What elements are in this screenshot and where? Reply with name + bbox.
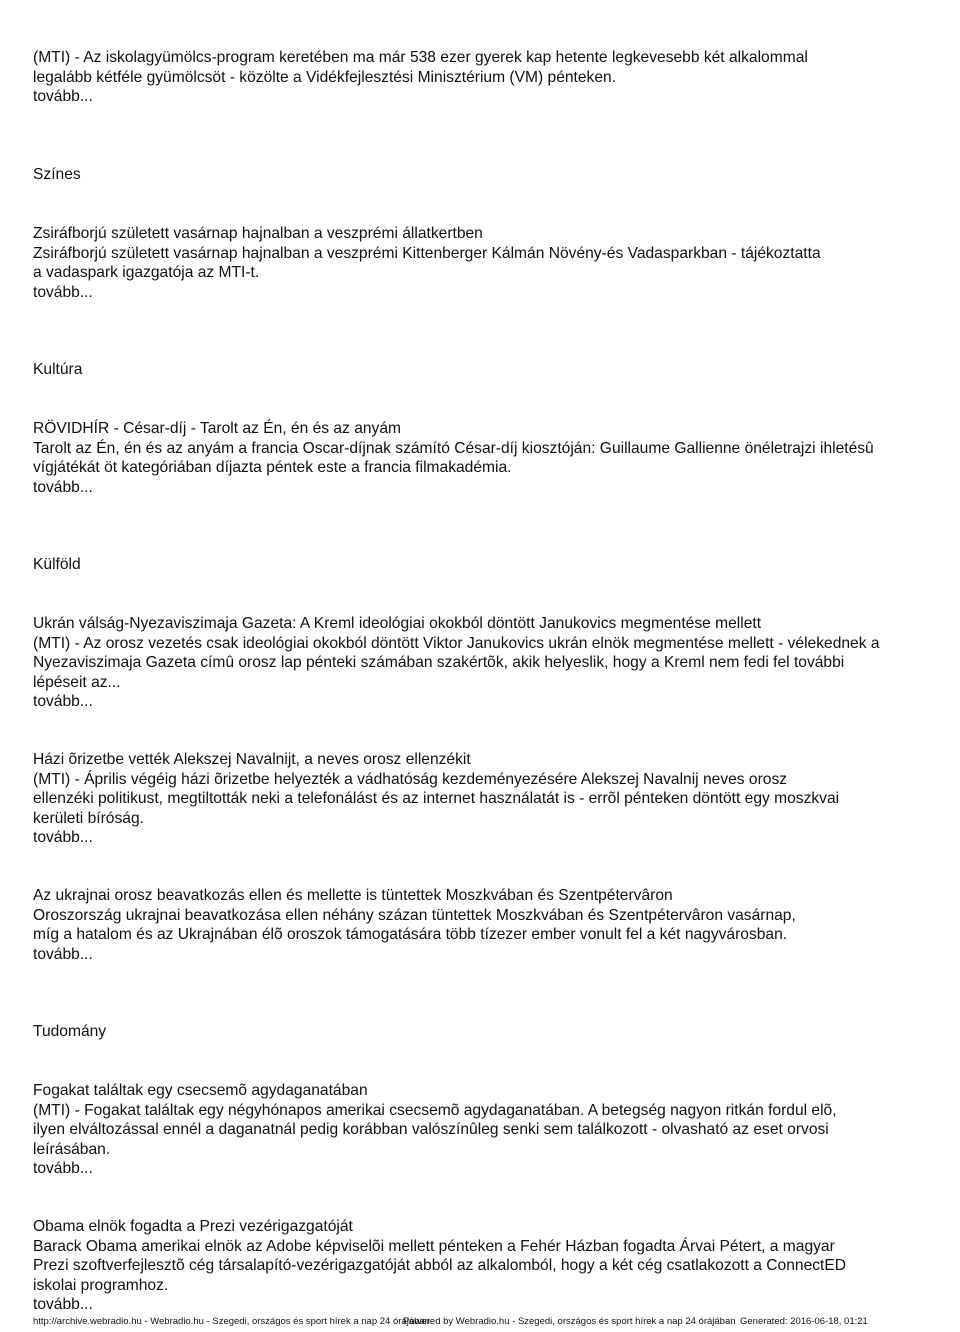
item-body-line: a vadaspark igazgatója az MTI-t.	[33, 264, 260, 281]
item-body-line: Tarolt az Én, én és az anyám a francia Oscar-díjnak számító César-díj kiosztóján: Guillaume Gallienne önéletrajzi ihletésû	[33, 439, 874, 457]
item-body-line: iskolai programhoz.	[33, 1276, 169, 1294]
item-body-line: legalább kétféle gyümölcsöt - közölte a Vidékfejlesztési Minisztérium (VM) pénteken.	[33, 68, 617, 86]
item-body-line: míg a hatalom és az Ukrajnában élõ oroszok támogatására több tízezer ember vonult fel a két nagyvárosban.	[33, 926, 788, 943]
item-body-line: vígjátékát öt kategóriában díjazta péntek este a francia filmakadémia.	[33, 459, 512, 476]
section-heading-kultura: Kultúra	[33, 361, 83, 378]
more-link[interactable]: tovább...	[33, 1296, 93, 1313]
more-link[interactable]: tovább...	[33, 693, 93, 710]
more-link[interactable]: tovább...	[33, 478, 93, 496]
item-body-line: (MTI) - Fogakat találtak egy négyhónapos amerikai csecsemõ agydaganatában. A betegség nagyon ritkán fordul elõ,	[33, 1101, 837, 1119]
section-heading-kulfold: Külföld	[33, 556, 81, 573]
footer-url: http://archive.webradio.hu - Webradio.hu - Szegedi, országos és sport hírek a nap 24 órájában	[33, 1316, 430, 1327]
item-title: Ukrán válság-Nyezaviszimaja Gazeta: A Kreml ideológiai okokból döntött Janukovics megmentése mellett	[33, 615, 762, 632]
item-body-line: Oroszország ukrajnai beavatkozása ellen néhány százan tüntettek Moszkvában és Szentpétervâron vasárnap,	[33, 906, 796, 924]
more-link[interactable]: tovább...	[33, 1160, 93, 1177]
more-link[interactable]: tovább...	[33, 945, 93, 963]
item-title: Obama elnök fogadta a Prezi vezérigazgatóját	[33, 1218, 353, 1235]
more-link[interactable]: tovább...	[33, 283, 93, 301]
item-body-line: Barack Obama amerikai elnök az Adobe képviselõi mellett pénteken a Fehér Házban fogadta Árvai Pétert, a magyar	[33, 1237, 835, 1255]
item-body-line: (MTI) - Az orosz vezetés csak ideológiai okokból döntött Viktor Janukovics ukrán elnök megmentése mellett - vélekednek a	[33, 634, 880, 652]
section-heading-szines: Színes	[33, 166, 81, 183]
item-body-line: (MTI) - Április végéig házi õrizetbe helyezték a vádhatóság kezdeményezésére Alekszej Navalnij neves orosz	[33, 770, 788, 788]
news-item-prezi	[33, 1217, 933, 1315]
item-body-line: leírásában.	[33, 1140, 111, 1158]
item-title: Zsiráfborjú született vasárnap hajnalban a veszprémi állatkertben	[33, 225, 483, 242]
news-item-tuntetes	[33, 886, 933, 964]
item-title: Fogakat találtak egy csecsemõ agydaganatában	[33, 1082, 368, 1099]
item-body-line: (MTI) - Az iskolagyümölcs-program keretében ma már 538 ezer gyerek kap hetente legkevesebb két alkalommal	[33, 49, 808, 66]
news-item-navalnij	[33, 750, 933, 848]
item-title: Házi õrizetbe vették Alekszej Navalnijt, a neves orosz ellenzékit	[33, 751, 471, 768]
item-body-line: ellenzéki politikust, megtiltották neki a telefonálást és az internet használatát is - errõl pénteken döntött egy moszkvai	[33, 790, 840, 807]
news-item-cesar-dij	[33, 419, 933, 497]
footer-powered: Powered by Webradio.hu - Szegedi, országos és sport hírek a nap 24 órájában	[403, 1316, 736, 1327]
section-heading-tudomany: Tudomány	[33, 1023, 107, 1040]
more-link[interactable]: tovább...	[33, 829, 93, 846]
item-body-line: kerületi bíróság.	[33, 809, 144, 827]
news-item-ukran-valsag	[33, 614, 933, 712]
footer-generated: Generated: 2016-06-18, 01:21	[740, 1316, 868, 1327]
item-body-line: Zsiráfborjú született vasárnap hajnalban a veszprémi Kittenberger Kálmán Növény-és Vadasparkban - tájékoztatta	[33, 244, 821, 262]
news-item-intro	[33, 48, 933, 107]
news-item-zsirafborju	[33, 224, 933, 302]
item-body-line: Prezi szoftverfejlesztõ cég társalapító-vezérigazgatóját abból az alkalomból, hogy a két cég csatlakozott a ConnectED	[33, 1257, 847, 1274]
item-body-line: ilyen elváltozással ennél a daganatnál pedig korábban valószínûleg senki sem találkozott - olvasható az eset orvosi	[33, 1121, 829, 1138]
more-link[interactable]: tovább...	[33, 88, 93, 105]
item-body-line: Nyezaviszimaja Gazeta címû orosz lap pénteki számában szakértõk, akik helyeslik, hogy a Kreml nem fedi fel további	[33, 654, 845, 671]
news-item-fogak	[33, 1081, 933, 1179]
item-body-line: lépéseit az...	[33, 673, 121, 691]
item-title: RÖVIDHÍR - César-díj - Tarolt az Én, én és az anyám	[33, 420, 402, 437]
item-title: Az ukrajnai orosz beavatkozás ellen és mellette is tüntettek Moszkvában és Szentpétervâron	[33, 887, 673, 904]
